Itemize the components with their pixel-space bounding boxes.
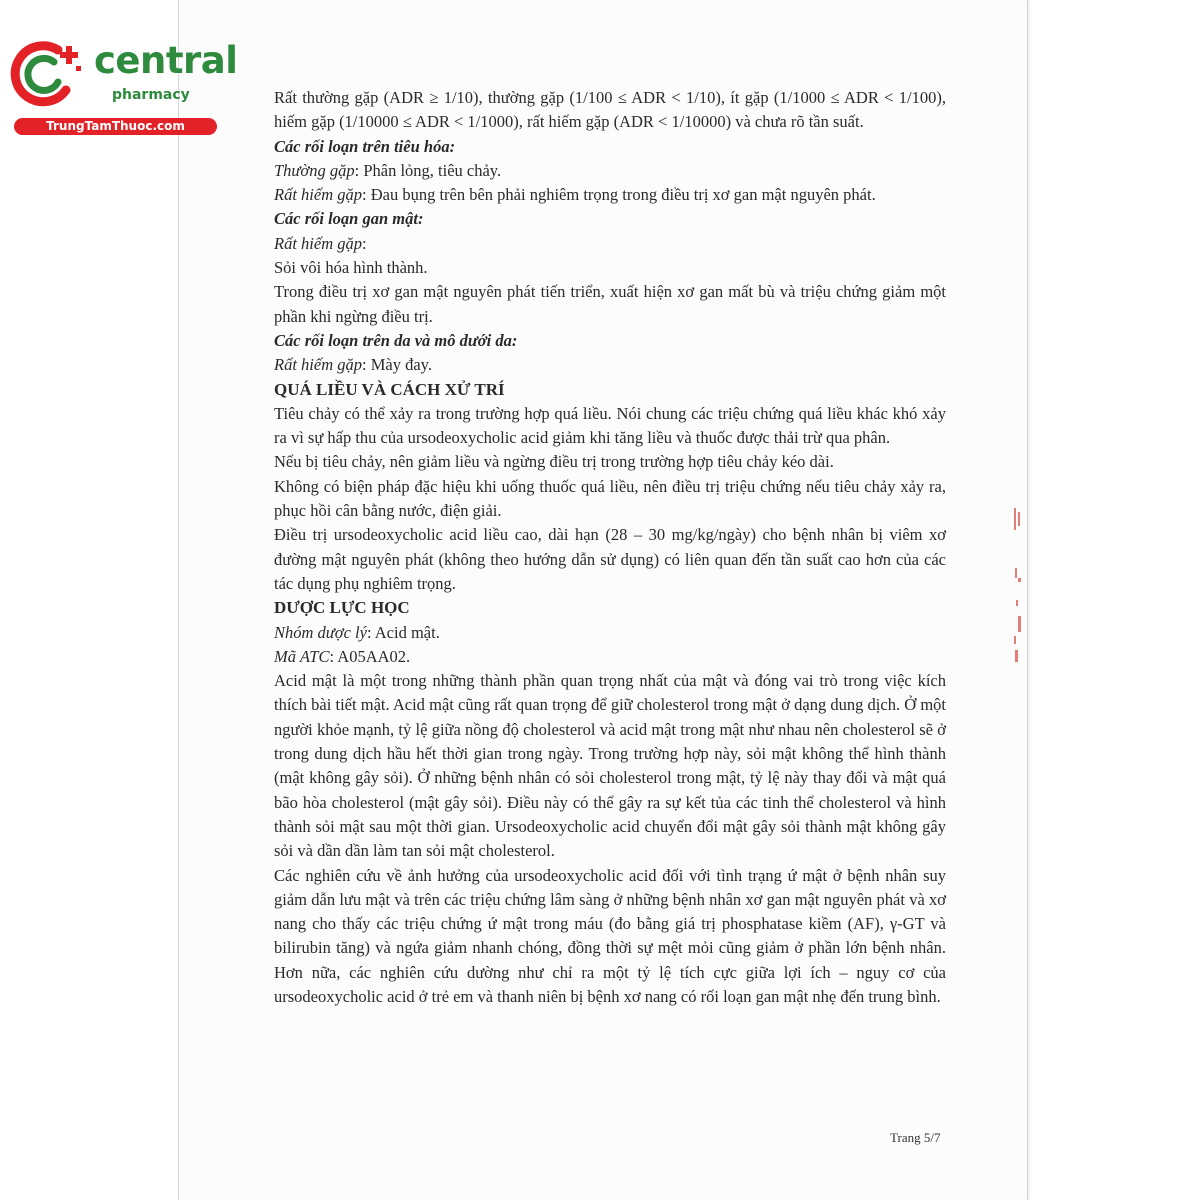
liver-rare-line — [274, 232, 946, 256]
git-common-line — [274, 159, 946, 183]
liver-disorders-heading: Các rối loạn gan mật: — [274, 209, 424, 229]
liver-line-2: Trong điều trị xơ gan mật nguyên phát tiến triển, xuất hiện xơ gan mất bù và triệu chứng giảm một phần khi ngừng điều trị. — [274, 282, 946, 326]
logo-site-url: TrungTamThuoc.com — [14, 118, 217, 135]
logo-brand-name: central — [94, 39, 238, 82]
document-body — [274, 86, 946, 1009]
skin-disorders-heading: Các rối loạn trên da và mô dưới da: — [274, 330, 518, 350]
git-rare-label: Rất hiếm gặp — [274, 185, 362, 205]
git-common-label: Thường gặp — [274, 160, 355, 180]
logo-brand-sub: pharmacy — [112, 87, 190, 103]
frequency-intro: Rất thường gặp (ADR ≥ 1/10), thường gặp (1/100 ≤ ADR < 1/10), ít gặp (1/1000 ≤ ADR < 1/100), hiếm gặp (1/10000 ≤ ADR < 1/1000), rất hiếm gặp (ADR < 1/10000) và chưa rõ tần suất. — [274, 88, 946, 132]
git-disorders-heading: Các rối loạn trên tiêu hóa: — [274, 136, 456, 156]
logo-c-cross-icon — [10, 38, 90, 110]
overdose-paragraph-4: Điều trị ursodeoxycholic acid liều cao, dài hạn (28 – 30 mg/kg/ngày) cho bệnh nhân bị viêm xơ đường mật nguyên phát (không theo hướng dẫn sử dụng) có liên quan đến tần suất cao hơn của các tác dụng phụ nghiêm trọng. — [274, 525, 946, 593]
skin-rare-label: Rất hiếm gặp — [274, 355, 362, 375]
git-rare-text: : Đau bụng trên bên phải nghiêm trọng trong điều trị xơ gan mật nguyên phát. — [362, 185, 876, 205]
overdose-paragraph-3: Không có biện pháp đặc hiệu khi uống thuốc quá liều, nên điều trị triệu chứng nếu tiêu chảy xảy ra, phục hồi cân bằng nước, điện giải. — [274, 476, 946, 521]
atc-code-label: Mã ATC — [274, 646, 330, 666]
overdose-paragraph-1: Tiêu chảy có thể xảy ra trong trường hợp quá liều. Nói chung các triệu chứng quá liều khác khó xảy ra vì sự hấp thu của ursodeoxycholic acid giảm khi tăng liều và thuốc được thải trừ qua phân. — [274, 403, 946, 448]
red-stamp-edge — [1010, 508, 1024, 664]
skin-rare-line — [274, 353, 946, 377]
git-rare-line — [274, 183, 946, 207]
pharm-paragraph-1: Acid mật là một trong những thành phần quan trọng nhất của mật và đóng vai trò trong việc kích thích bài tiết mật. Acid mật cũng rất quan trọng để giữ cholesterol trong mật ở dạng dung dịch. Ở một người khỏe mạnh, tỷ lệ giữa nồng độ cholesterol và acid mật trong mật như nhau nên cholesterol sẽ ở trong dung dịch hầu hết thời gian trong ngày. Trong trường hợp này, sỏi mật không thể hình thành (mật không gây sỏi). Ở những bệnh nhân có sỏi cholesterol trong mật, tỷ lệ này thay đổi và mật quá bão hòa cholesterol (mật gây sỏi). Điều này có thể gây ra sự kết tủa các tinh thể cholesterol và hình thành sỏi mật sau một thời gian. Ursodeoxycholic acid chuyển đổi mật gây sỏi thành mật không gây sỏi và dần dần làm tan sỏi mật cholesterol. — [274, 671, 946, 861]
git-common-text: : Phân lỏng, tiêu chảy. — [354, 160, 502, 180]
pharm-group-line — [274, 621, 946, 645]
liver-rare-text: : — [362, 233, 367, 253]
atc-code-line — [274, 645, 946, 669]
pharmacodynamics-heading: DƯỢC LỰC HỌC — [274, 598, 410, 618]
pharm-group-label: Nhóm dược lý — [274, 622, 367, 642]
liver-rare-label: Rất hiếm gặp — [274, 233, 362, 253]
pharm-group-text: : Acid mật. — [366, 622, 440, 642]
atc-code-text: : A05AA02. — [329, 646, 411, 666]
page-number: Trang 5/7 — [890, 1130, 941, 1145]
liver-line-1: Sỏi vôi hóa hình thành. — [274, 258, 428, 278]
central-pharmacy-logo[interactable] — [8, 36, 238, 136]
skin-rare-text: : Mày đay. — [362, 355, 432, 375]
pharm-paragraph-2: Các nghiên cứu về ảnh hưởng của ursodeoxycholic acid đối với tình trạng ứ mật ở bệnh nhân suy giảm dẫn lưu mật và trên các triệu chứng lâm sàng ở những bệnh nhân xơ gan mật nguyên phát và xơ nang cho thấy các triệu chứng ứ mật trong máu (đo bằng giá trị phosphatase kiềm (AF), γ-GT và bilirubin tăng) và ngứa giảm nhanh chóng, đồng thời sự mệt mỏi cũng giảm ở phần lớn bệnh nhân. Hơn nữa, các nghiên cứu dường như chỉ ra một tỷ lệ tích cực giữa lợi ích – nguy cơ của ursodeoxycholic acid ở trẻ em và thanh niên bị bệnh xơ nang có rối loạn gan mật nhẹ đến trung bình. — [274, 865, 946, 1006]
overdose-paragraph-2: Nếu bị tiêu chảy, nên giảm liều và ngừng điều trị trong trường hợp tiêu chảy kéo dài. — [274, 452, 834, 472]
overdose-heading: QUÁ LIỀU VÀ CÁCH XỬ TRÍ — [274, 379, 505, 399]
